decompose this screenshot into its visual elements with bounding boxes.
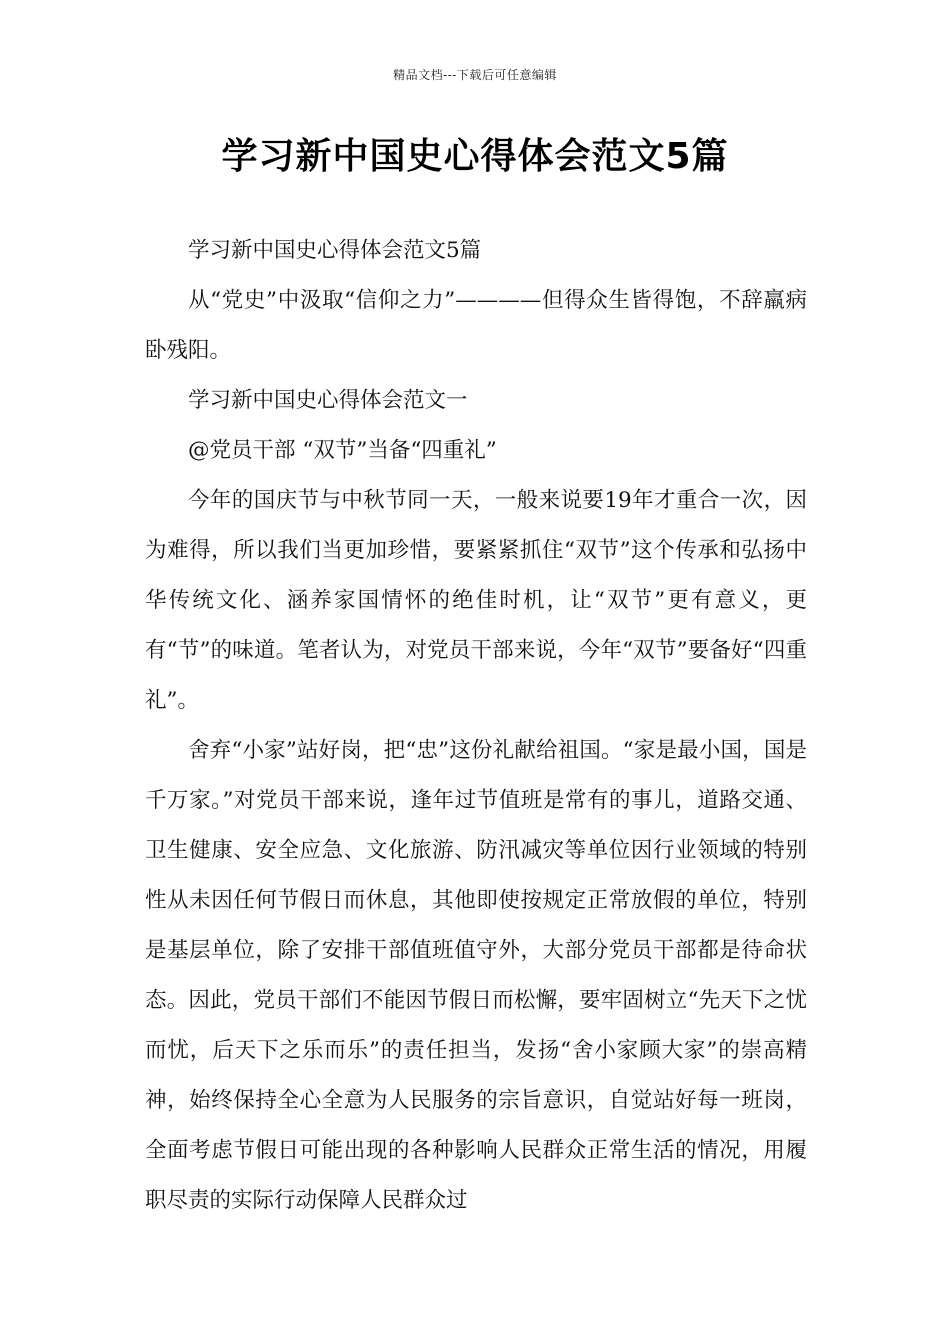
header-note: 精品文档---下载后可任意编辑: [393, 68, 557, 82]
paragraph-section-heading: 学习新中国史心得体会范文一: [188, 388, 468, 413]
document-title: 学习新中国史心得体会范文5篇: [221, 136, 729, 177]
document-body: [145, 226, 807, 1226]
paragraph-quote: 从“党史”中汲取“信仰之力”————但得众生皆得饱，不辞羸病卧残阳。: [145, 288, 807, 363]
paragraph-body-1: 今年的国庆节与中秋节同一天，一般来说要19年才重合一次，因为难得，所以我们当更加珍惜，要紧紧抓住“双节”这个传承和弘扬中华传统文化、涵养家国情怀的绝佳时机，让“双节”更有意义，更有“节”的味道。笔者认为，对党员干部来说，今年“双节”要备好“四重礼”。: [145, 488, 807, 713]
paragraph-topic: @党员干部 “双节”当备“四重礼”: [188, 438, 497, 463]
paragraph-subtitle: 学习新中国史心得体会范文5篇: [188, 238, 482, 263]
paragraph-body-2: 舍弃“小家”站好岗，把“忠”这份礼献给祖国。“家是最小国，国是千万家。”对党员干部来说，逢年过节值班是常有的事儿，道路交通、卫生健康、安全应急、文化旅游、防汛减灾等单位因行业领域的特别性从未因任何节假日而休息，其他即使按规定正常放假的单位，特别是基层单位，除了安排干部值班值守外，大部分党员干部都是待命状态。因此，党员干部们不能因节假日而松懈，要牢固树立“先天下之忧而忧，后天下之乐而乐”的责任担当，发扬“舍小家顾大家”的崇高精神，始终保持全心全意为人民服务的宗旨意识，自觉站好每一班岗，全面考虑节假日可能出现的各种影响人民群众正常生活的情况，用履职尽责的实际行动保障人民群众过: [145, 738, 807, 1213]
